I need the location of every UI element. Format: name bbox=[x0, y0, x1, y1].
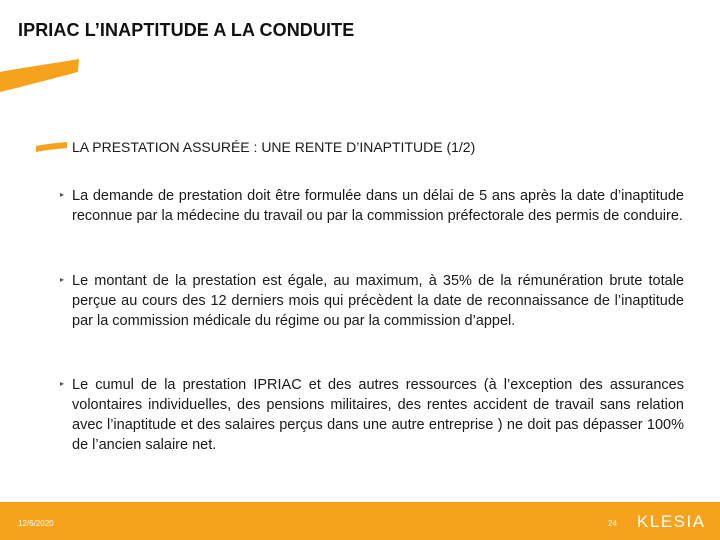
bullet-text: Le cumul de la prestation IPRIAC et des autres ressources (à l’exception des assurances volontaires individuelles, des pensions militaires, des rentes accident de travail sans relation avec l’inaptitude et des salaires perçus dans une autre entreprise ) ne doit pas dépasser 100% de l’ancien salaire net. bbox=[72, 377, 684, 453]
footer-bar bbox=[0, 502, 720, 540]
klesia-logo: KLESIA bbox=[637, 512, 706, 531]
slide-subtitle: LA PRESTATION ASSURÉE : UNE RENTE D’INAPTITUDE (1/2) bbox=[72, 139, 476, 155]
bullet-text: La demande de prestation doit être formulée dans un délai de 5 ans après la date d’inaptitude reconnue par la médecine du travail ou par la commission préfectorale des permis de conduire. bbox=[72, 188, 684, 224]
bullet-item-delay bbox=[60, 186, 684, 226]
page-number: 24 bbox=[608, 519, 617, 528]
footer-date: 12/6/2020 bbox=[18, 519, 54, 528]
bullet-text: Le montant de la prestation est égale, au maximum, à 35% de la rémunération brute totale perçue au cours des 12 derniers mois qui précèdent la date de reconnaissance de l’inaptitude par la commission médicale du régime ou par la commission d’appel. bbox=[72, 273, 684, 329]
bullet-arrow-icon: ▸ bbox=[60, 379, 65, 388]
bullet-arrow-icon: ▸ bbox=[60, 275, 65, 284]
slide-title: IPRIAC L’INAPTITUDE A LA CONDUITE bbox=[18, 20, 355, 40]
bullet-arrow-icon: ▸ bbox=[60, 190, 65, 199]
orange-brush-stroke-decoration bbox=[0, 58, 80, 92]
bullet-item-cumulation bbox=[60, 375, 684, 455]
subtitle-brush-marker bbox=[36, 141, 68, 153]
bullet-item-amount bbox=[60, 271, 684, 331]
